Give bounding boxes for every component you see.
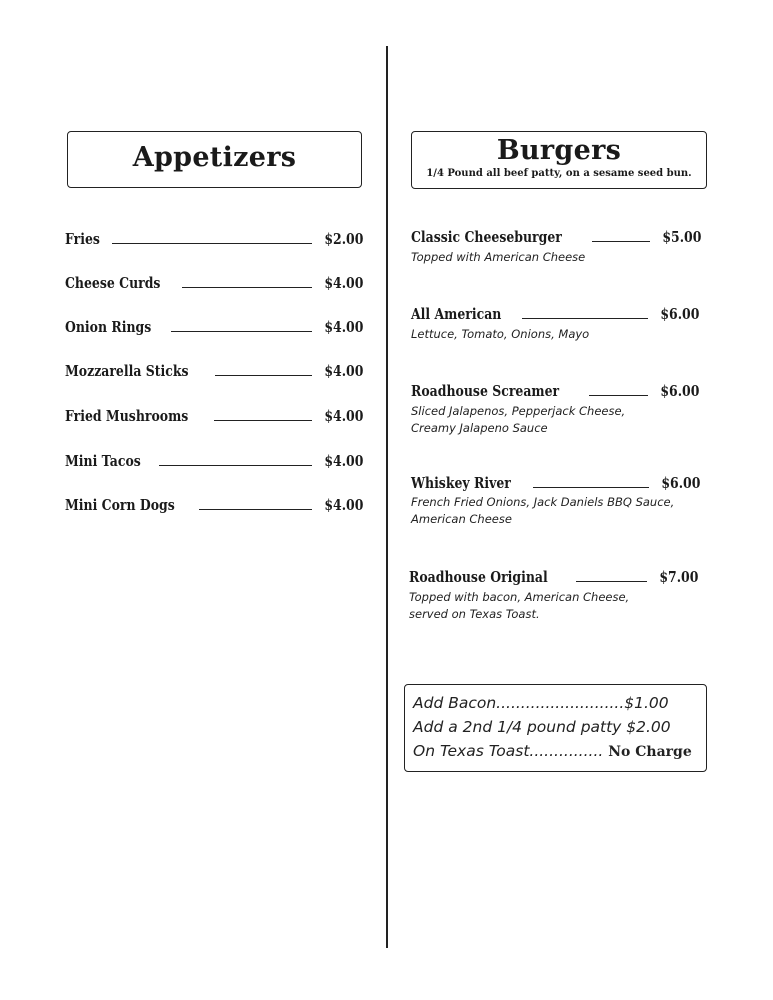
item-price: $4.00	[323, 363, 363, 380]
item-description: Topped with bacon, American Cheese, served on Texas Toast.	[409, 590, 630, 621]
item-name: Mozzarella Sticks	[65, 363, 189, 380]
item-price: $2.00	[323, 231, 363, 248]
item-price: $4.00	[323, 319, 363, 336]
item-name: Whiskey River	[411, 475, 511, 492]
leader-line	[592, 241, 649, 242]
item-name: Fries	[65, 231, 100, 248]
item-price: $4.00	[323, 408, 363, 425]
burgers-subtitle: 1/4 Pound all beef patty, on a sesame seed bun.	[426, 168, 692, 179]
menu-item	[411, 229, 701, 246]
menu-item	[409, 569, 698, 586]
leader-line	[171, 331, 311, 332]
menu-item	[65, 363, 363, 380]
item-description: Sliced Jalapenos, Pepperjack Cheese, Creamy Jalapeno Sauce	[411, 404, 626, 435]
item-description: Lettuce, Tomato, Onions, Mayo	[411, 327, 590, 341]
menu-item	[411, 306, 699, 323]
leader-line	[214, 420, 311, 421]
item-name: Mini Corn Dogs	[65, 497, 175, 514]
menu-item	[411, 383, 699, 400]
item-price: $6.00	[659, 306, 699, 323]
menu-item	[65, 319, 363, 336]
add-patty-line: Add a 2nd 1/4 pound patty $2.00	[413, 718, 671, 736]
menu-item	[411, 475, 700, 492]
leader-line	[112, 243, 312, 244]
no-charge-label: No Charge	[608, 744, 692, 760]
leader-line	[576, 581, 646, 582]
burgers-title-box	[411, 131, 707, 189]
item-description: French Fried Onions, Jack Daniels BBQ Sauce, American Cheese	[411, 495, 675, 526]
appetizers-title: Appetizers	[132, 142, 297, 173]
leader-line	[215, 375, 312, 376]
leader-line	[589, 395, 647, 396]
item-description: Topped with American Cheese	[411, 250, 586, 264]
leader-line	[159, 465, 311, 466]
extras-box	[404, 684, 707, 772]
item-name: Fried Mushrooms	[65, 408, 189, 425]
item-name: Roadhouse Original	[409, 569, 548, 586]
item-price: $6.00	[660, 475, 700, 492]
item-name: Mini Tacos	[65, 453, 141, 470]
appetizers-title-box	[67, 131, 362, 188]
leader-line	[182, 287, 312, 288]
menu-item	[65, 408, 363, 425]
item-price: $5.00	[661, 229, 701, 246]
item-name: All American	[411, 306, 502, 323]
leader-line	[533, 487, 649, 488]
menu-item	[65, 275, 363, 292]
item-price: $4.00	[323, 497, 363, 514]
item-name: Onion Rings	[65, 319, 152, 336]
leader-line	[199, 509, 312, 510]
item-price: $6.00	[659, 383, 699, 400]
item-name: Cheese Curds	[65, 275, 161, 292]
texas-toast-line	[413, 739, 698, 764]
menu-item	[65, 453, 363, 470]
item-name: Classic Cheeseburger	[411, 229, 562, 246]
item-price: $4.00	[323, 453, 363, 470]
column-divider	[386, 46, 388, 948]
texas-toast-text: On Texas Toast...............	[413, 742, 604, 760]
add-bacon-line: Add Bacon..........................$1.00	[413, 694, 669, 712]
menu-item	[65, 231, 363, 248]
burgers-title: Burgers	[496, 135, 622, 166]
menu-item	[65, 497, 363, 514]
leader-line	[522, 318, 648, 319]
item-price: $4.00	[323, 275, 363, 292]
item-name: Roadhouse Screamer	[411, 383, 560, 400]
item-price: $7.00	[658, 569, 698, 586]
